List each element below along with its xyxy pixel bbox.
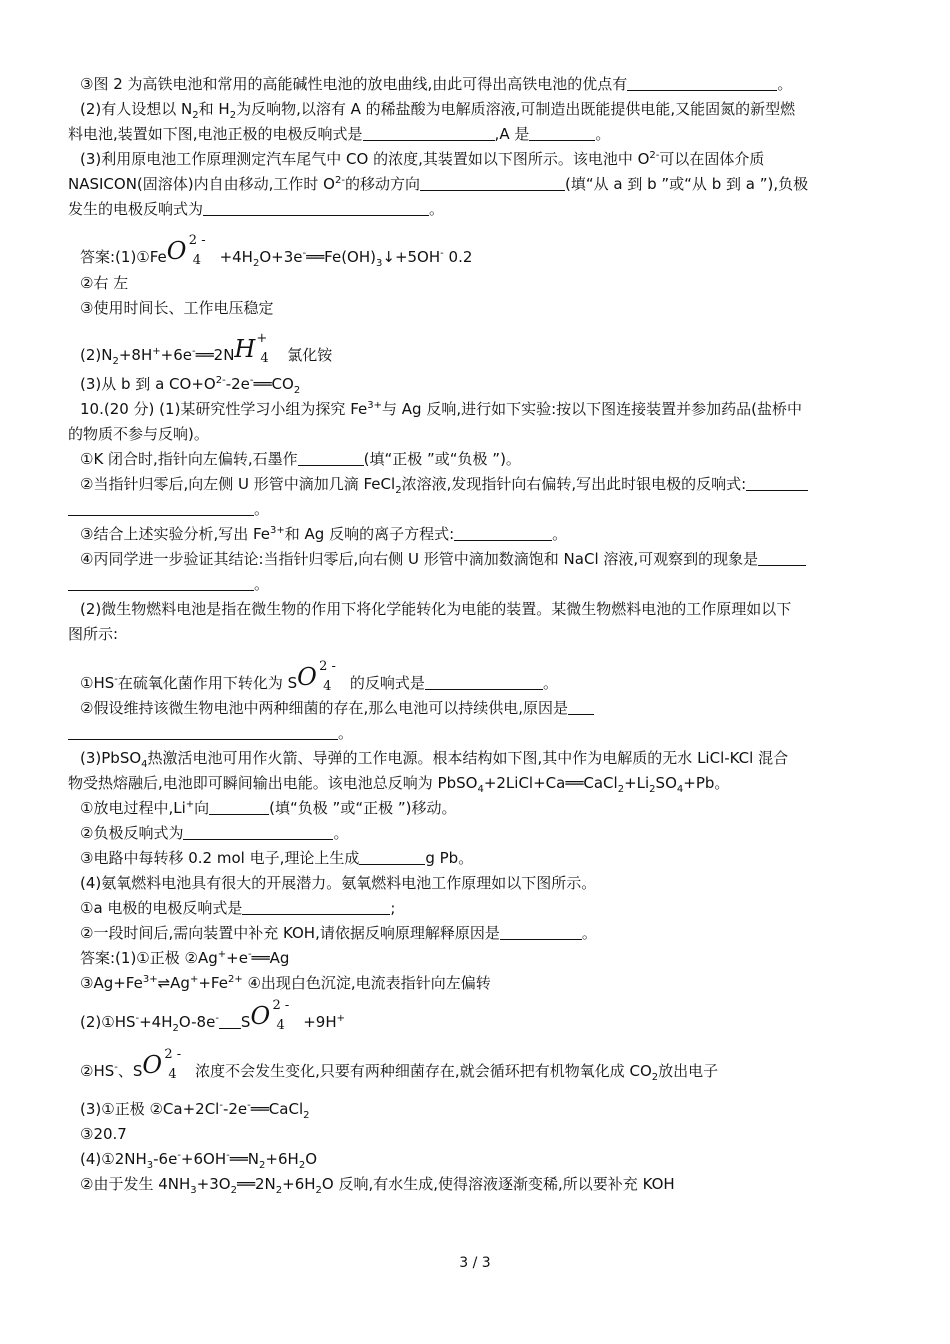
p2-line-1: (2)微生物燃料电池是指在微生物的作用下将化学能转化为电能的装置。某微生物燃料电池的工作原理如以下 <box>80 600 792 618</box>
answer-line-4: $(2)N_2+8H^++6e^-══2N$ H + 4 氯化铵 <box>80 331 333 367</box>
answer2-line-4: ②HS-、S O 2 - 4 浓度不会发生变化,只要有两种细菌存在,就会循环把有机物氧化成 $CO_2$放出电子 <box>80 1047 719 1083</box>
answer-line-5: (3)从 b 到 a $CO+O^{2-}-2e^-══CO_2$ <box>80 375 301 396</box>
q-line-6: 发生的电极反响式为 。 <box>68 200 445 218</box>
answer-blank <box>454 526 552 541</box>
answer-blank <box>500 925 582 940</box>
p3-3: ③电路中每转移 0.2 mol 电子,理论上生成 g Pb。 <box>80 849 474 867</box>
answer-line-3: ③使用时间长、工作电压稳定 <box>80 299 274 317</box>
answer-blank <box>68 501 254 516</box>
q10-4: ④丙同学进一步验证其结论:当指针归零后,向右侧 U 形管中滴加数滴饱和 NaCl 溶液,可观察到的现象是 <box>68 549 883 569</box>
p2-2-cont: 。 <box>68 723 883 743</box>
q10-2-cont: 。 <box>68 499 883 519</box>
answer2-line-1: 答案:(1)①正极 ②Ag++e-══Ag <box>80 949 290 967</box>
answer-blank <box>203 201 429 216</box>
p4-line: (4)氨氧燃料电池具有很大的开展潜力。氨氧燃料电池工作原理如以下图所示。 <box>80 874 597 892</box>
p3-line-1: (3)PbSO$_4$热激活电池可用作火箭、导弹的工作电源。根本结构如下图,其中作为电解质的无水 LiCl-KCl 混合 <box>80 749 789 770</box>
q-line-5: NASICON(固溶体)内自由移动,工作时 $O^{2-}$的移动方向 (填“从 a 到 b ”或“从 b 到 a ”),负极 <box>68 175 809 193</box>
ion-o4-2minus: O 2 - 4 <box>166 233 206 268</box>
p2-1: ①HS-在硫氧化菌作用下转化为 S O 2 - 4 的反响式是 。 <box>80 659 558 694</box>
q10-1: ①K 闭合时,指针向左偏转,石墨作 (填“正极 ”或“负极 ”)。 <box>80 450 521 468</box>
answer-line-1: 答案:(1)①Fe O 2 - 4 $+4H_2O+3e^-══Fe(OH)_3↓+5OH^-$ 0.2 <box>80 233 473 269</box>
answer-blank <box>183 825 333 840</box>
ion-so4-2minus: O 2 - 4 <box>142 1047 182 1082</box>
answer-blank <box>68 725 338 740</box>
q-line-2: (2)有人设想以 $N_2$和 $H_2$为反响物,以溶有 A 的稀盐酸为电解质溶液,可制造出既能提供电能,又能固氮的新型燃 <box>80 100 796 121</box>
p4-1: ①a 电极的电极反响式是 ; <box>80 899 396 917</box>
answer-blank <box>425 675 543 690</box>
q10-3: ③结合上述实验分析,写出 $Fe^{3+}$和 Ag 反响的离子方程式: 。 <box>80 525 568 543</box>
answer-blank <box>68 576 254 591</box>
answer-blank <box>746 476 808 491</box>
q-line-1: ③图 2 为高铁电池和常用的高能碱性电池的放电曲线,由此可得出高铁电池的优点有 。 <box>80 75 793 93</box>
q10-line-2: 的物质不参与反响)。 <box>68 425 209 443</box>
ion-so4-2minus: O 2 - 4 <box>250 998 290 1033</box>
answer-blank <box>298 451 364 466</box>
p2-line-2: 图所示: <box>68 625 119 643</box>
answer-blank <box>242 900 390 915</box>
answer-blank <box>363 126 495 141</box>
p3-2: ②负极反响式为 。 <box>80 824 349 842</box>
answer2-line-6: ③20.7 <box>80 1125 127 1143</box>
answer2-line-3: $(2)①HS^-+4H_2O-8e^-$ S O 2 - 4 +9H+ <box>80 998 346 1034</box>
answer-blank <box>359 850 425 865</box>
answer2-line-5: (3)①正极 ②Ca+2Cl--2e-══CaCl$_2$ <box>80 1100 310 1121</box>
answer-blank <box>529 126 595 141</box>
page-number: 3 / 3 <box>459 1255 491 1271</box>
p2-2: ②假设维持该微生物电池中两种细菌的存在,那么电池可以持续供电,原因是 <box>68 698 883 718</box>
q10-4-cont: 。 <box>68 574 883 594</box>
answer-blank <box>627 76 777 91</box>
q10-line-1: 10.(20 分) (1)某研究性学习小组为探究 $Fe^{3+}$与 Ag 反响,进行如下实验:按以下图连接装置并参加药品(盐桥中 <box>80 400 802 418</box>
answer-line-2: ②右 左 <box>80 274 129 292</box>
answer-blank <box>568 700 594 715</box>
answer2-line-2: $③Ag+Fe^{3+}\rightleftharpoons Ag^++Fe^{2+}$ ④出现白色沉淀,电流表指针向左偏转 <box>80 974 491 992</box>
p3-1: ①放电过程中,Li+向 (填“负极 ”或“正极 ”)移动。 <box>80 799 457 817</box>
answer-blank <box>209 800 269 815</box>
q10-2: ②当指针归零后,向左侧 U 形管中滴加几滴 FeCl$_2$浓溶液,发现指针向右偏转,写出此时银电极的反响式: <box>68 474 883 494</box>
q-line-3: 料电池,装置如下图,电池正极的电极反响式是 ,A 是 。 <box>68 125 611 143</box>
q-line-4: (3)利用原电池工作原理测定汽车尾气中 CO 的浓度,其装置如以下图所示。该电池中 $O^{2-}$可以在固体介质 <box>80 150 765 168</box>
answer2-line-8: ②由于发生 $4NH_3+3O_2══2N_2+6H_2O$ 反响,有水生成,使得溶液逐渐变稀,所以要补充 KOH <box>80 1175 675 1196</box>
answer-blank <box>219 1014 241 1029</box>
ion-so4-2minus: O 2 - 4 <box>297 659 336 694</box>
answer2-line-7: $(4)①2NH_3-6e^-+6OH^-══N_2+6H_2O$ <box>80 1150 317 1171</box>
p4-2: ②一段时间后,需向装置中补充 KOH,请依据反响原理解释原因是 。 <box>80 924 597 942</box>
answer-blank <box>758 551 806 566</box>
answer-blank <box>420 176 565 191</box>
p3-line-2: 物受热熔融后,电池即可瞬间输出电能。该电池总反响为 $PbSO_4+2LiCl+Ca══CaCl_2+Li_2SO_4+Pb$。 <box>68 774 730 795</box>
ion-h4-plus: H + 4 <box>234 331 269 366</box>
